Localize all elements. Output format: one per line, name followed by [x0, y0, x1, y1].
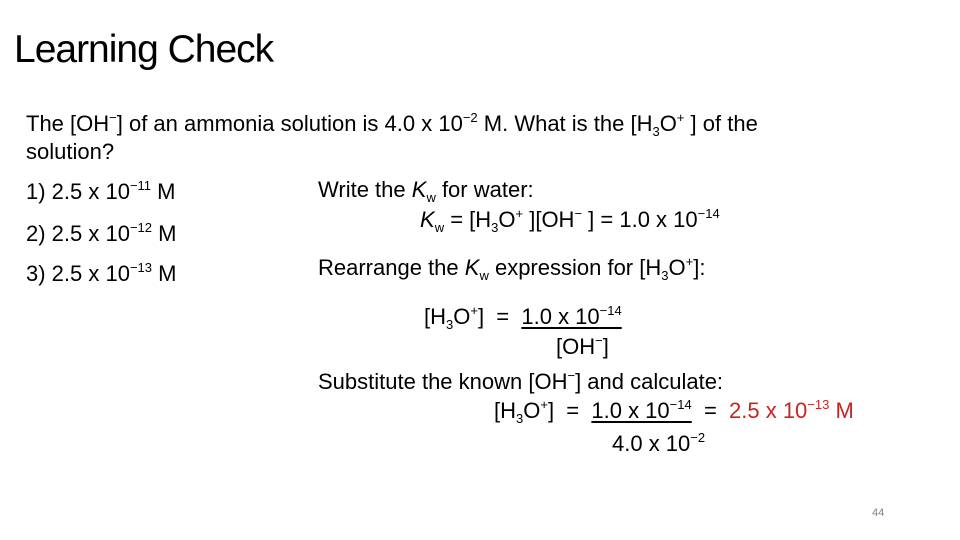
question-line-1: The [OH−] of an ammonia solution is 4.0 x $10^{-2}$ M. What is the [$H_3O^+$ ] of the — [26, 110, 758, 139]
calculation-numerator: $[H_3O^+] = 1.0$ x $10^{-14} = 2.5$ x $10^{-13}$ M — [494, 397, 854, 426]
option-2: 2) 2.5 x $10^{-12}$ M — [26, 220, 177, 246]
calculation-denominator: 4.0 x $10^{-2}$ — [612, 430, 706, 456]
rearranged-denominator: [OH−] — [556, 333, 609, 359]
step-rearrange: Rearrange the $K_w$ expression for $[H_3O^+]$: — [318, 254, 706, 283]
step-substitute: Substitute the known [OH−] and calculate: — [318, 368, 724, 394]
final-answer: 2.5 x $10^{-13}$ M — [729, 397, 854, 423]
slide-title: Learning Check — [14, 28, 274, 71]
kw-equation: $K_w = [H_3O^+$ ][OH− ] = 1.0 x $10^{-14}$ — [420, 206, 720, 235]
option-1: 1) 2.5 x $10^{-11}$ M — [26, 178, 176, 204]
rearranged-numerator: $[H_3O^+] = 1.0$ x $10^{-14}$ — [424, 303, 622, 332]
page-number: 44 — [872, 507, 885, 519]
question-line-2: solution? — [26, 139, 115, 164]
step-write-kw: Write the $K_w$ for water: — [318, 177, 534, 205]
option-3: 3) 2.5 x $10^{-13}$ M — [26, 260, 177, 286]
